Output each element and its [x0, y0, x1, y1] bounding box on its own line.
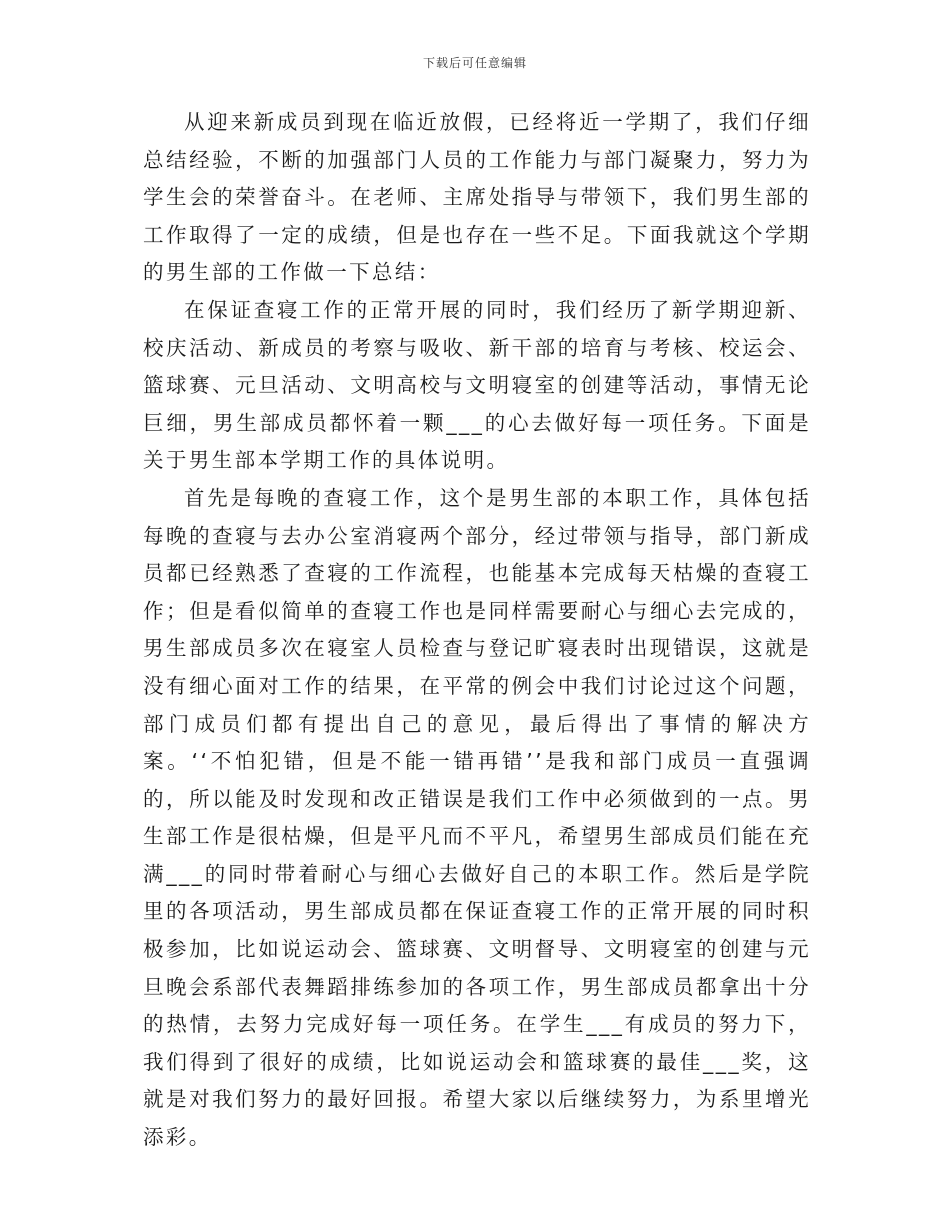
document-body	[143, 104, 811, 1157]
paragraph-intro: 从迎来新成员到现在临近放假，已经将近一学期了，我们仔细总结经验，不断的加强部门人员的工作能力与部门凝聚力，努力为学生会的荣誉奋斗。在老师、主席处指导与带领下，我们男生部的工作取得了一定的成绩，但是也存在一些不足。下面我就这个学期的男生部的工作做一下总结：	[143, 110, 811, 285]
paragraph-activities: 在保证查寝工作的正常开展的同时，我们经历了新学期迎新、校庆活动、新成员的考察与吸收、新干部的培育与考核、校运会、篮球赛、元旦活动、文明高校与文明寝室的创建等活动，事情无论巨细，男生部成员都怀着一颗___的心去做好每一项任务。下面是关于男生部本学期工作的具体说明。	[143, 297, 811, 473]
page-header: 下载后可任意编辑	[422, 56, 527, 70]
paragraph-inspection-work: 首先是每晚的查寝工作，这个是男生部的本职工作，具体包括每晚的查寝与去办公室消寝两个部分，经过带领与指导，部门新成员都已经熟悉了查寝的工作流程，也能基本完成每天枯燥的查寝工作；但是看似简单的查寝工作也是同样需要耐心与细心去完成的，男生部成员多次在寝室人员检查与登记旷寝表时出现错误，这就是没有细心面对工作的结果，在平常的例会中我们讨论过这个问题，部门成员们都有提出自己的意见，最后得出了事情的解决方案。‘‘不怕犯错，但是不能一错再错’’是我和部门成员一直强调的，所以能及时发现和改正错误是我们工作中必须做到的一点。男生部工作是很枯燥，但是平凡而不平凡，希望男生部成员们能在充满___的同时带着耐心与细心去做好自己的本职工作。然后是学院里的各项活动，男生部成员都在保证查寝工作的正常开展的同时积极参加，比如说运动会、篮球赛、文明督导、文明寝室的创建与元旦晚会系部代表舞蹈排练参加的各项工作，男生部成员都拿出十分的热情，去努力完成好每一项任务。在学生___有成员的努力下，我们得到了很好的成绩，比如说运动会和篮球赛的最佳___奖，这就是对我们努力的最好回报。希望大家以后继续努力，为系里增光添彩。	[143, 485, 811, 1150]
